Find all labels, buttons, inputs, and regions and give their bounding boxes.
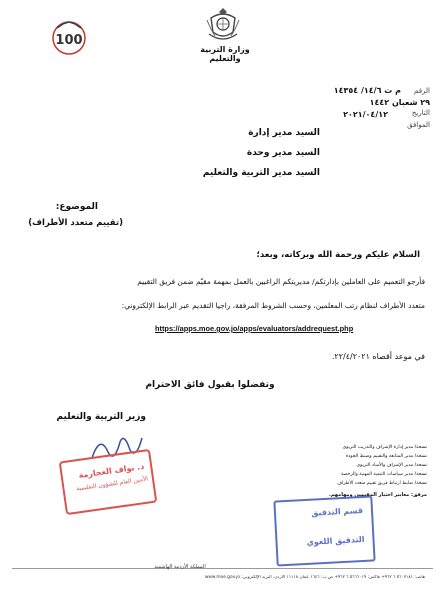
closing-text: وتفضلوا بقبول فائق الاحترام (145, 380, 275, 390)
copy-line: نسخة/ مدير الإشراف والأساد التربوي (356, 463, 427, 468)
greeting: السلام عليكم ورحمة الله وبركاته، وبعد؛ (256, 250, 420, 260)
deadline-text: في موعد أقصاه ٢٢/٤/٢٠٢١. (331, 352, 425, 361)
gregorian-date: ٢٠٢١/٠٤/١٢ (343, 110, 388, 119)
subject-label: الموضوع: (55, 202, 98, 212)
footer-country: المملكة الأردنية الهاشمية (154, 564, 206, 570)
review-stamp-blue (273, 495, 375, 566)
attachment-note: مرفق: معايير اختيار المقيمين ومهامهم. (328, 492, 427, 498)
corresponding-label: الموافق (407, 121, 430, 129)
reference-number-label: الرقم (414, 87, 430, 95)
date-label: التاريخ (411, 109, 430, 117)
centennial-logo (49, 18, 89, 58)
addressee-3: السيد مدير التربية والتعليم (202, 168, 320, 178)
copy-line: نسخة/ مدير المتابعة والتقييم وضبط الجودة (345, 454, 427, 459)
hijri-date-row (290, 98, 430, 107)
logo-text: 100 (55, 33, 83, 48)
body-line-2: متعدد الأطراف لنظام رتب المعلمين، وحسب الشروط المرفقة، راجيا التقديم عبر الرابط الإلكتروني: (121, 301, 425, 310)
reference-number-value: م ت ١٤/٦/ ١٤٣٥٤ (333, 86, 401, 95)
copies-list (290, 443, 427, 488)
footer-contact: هاتف: ٥٦٠٧١٨١ ٦ ٩٦٢+ فاكس: ٥٦٦٦٠١٩ ٦ ٩٦٢+ ص.ب: ١٦٤٦ عمان ١١١١٨ الأردن، البريد الإلكتروني: www.moe.gov.jo (204, 575, 425, 580)
addressee-1: السيد مدير إدارة (248, 128, 320, 138)
jordan-emblem-icon (205, 6, 241, 44)
copy-line: نسخة/ ضابط ارتباط فريق تقييم متعدد الأطراف (337, 481, 427, 486)
reference-number-row (290, 86, 430, 95)
review-stamp-line-2: التدقيق اللغوي (306, 534, 365, 547)
addressee-2: السيد مدير وحدة (246, 148, 320, 158)
gregorian-date-row (290, 110, 388, 119)
stamp-name: د. نواف العجارمة (77, 461, 145, 480)
ministry-name: وزارة التربية والتعليم (200, 45, 250, 63)
hijri-date: ٢٩ شعبان ١٤٤٢ (369, 98, 430, 107)
official-stamp-red (59, 449, 158, 515)
copy-line: نسخة/ مدير إدارة الإشراف والتدريب التربوي (342, 445, 427, 450)
review-stamp-line-1: قسم التدقيق (311, 505, 364, 518)
stamp-role: الأمين العام للشؤون التعليمية (75, 475, 149, 493)
subject-text: (تقييم متعدد الأطراف) (28, 218, 123, 228)
application-link[interactable]: https://apps.moe.gov.jo/apps/evaluators/addrequest.php (155, 324, 354, 333)
minister-title: وزير التربية والتعليم (56, 412, 146, 422)
body-line-1: فأرجو التعميم على العاملين بإدارتكم/ مديريتكم الراغبين بالعمل بمهمة مقيّم ضمن فريق التقييم (137, 277, 425, 286)
copy-line: نسخة/ مدير سياسات التنمية المهنية والرخصة (341, 472, 427, 477)
